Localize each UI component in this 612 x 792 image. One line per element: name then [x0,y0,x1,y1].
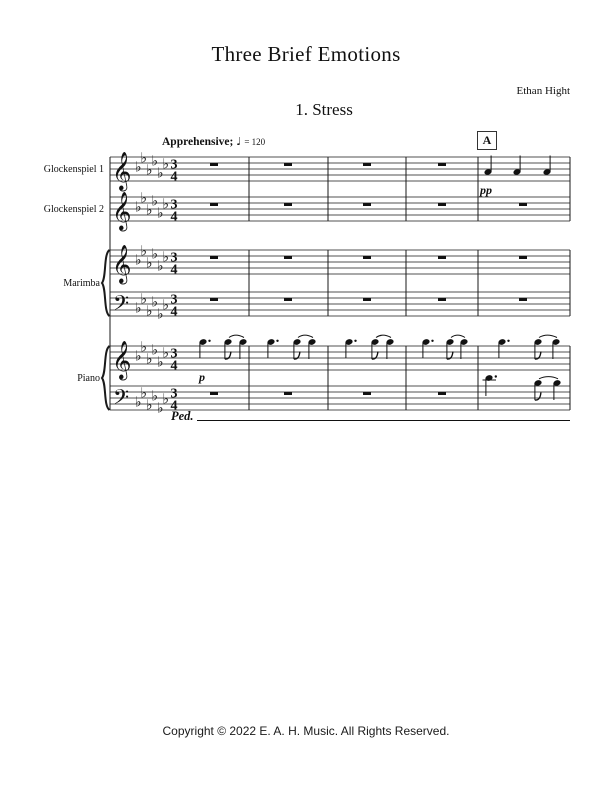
whole-rest [284,298,292,301]
flat-icon: ♭ [151,193,159,210]
time-signature-numerator: 3 [170,250,178,266]
note-stems [499,343,553,360]
whole-rest [284,203,292,206]
time-signature-denominator: 4 [170,398,178,414]
flat-icon: ♭ [162,196,170,213]
whole-rest [284,163,292,166]
flat-icon: ♭ [157,354,164,371]
augmentation-dot [431,340,433,342]
flat-icon: ♭ [162,156,170,173]
eighth-flag [535,393,541,401]
time-signature-numerator: 3 [170,386,178,402]
key-signature-marimba-upper [135,244,169,275]
time-signatures [171,158,178,414]
whole-rest [363,256,371,259]
instrument-label-glockenspiel-2: Glockenspiel 2 [43,204,104,215]
flat-icon: ♭ [146,303,153,320]
whole-rest [210,392,218,395]
note-stems [423,343,461,360]
time-signature-numerator: 3 [170,157,178,173]
instrument-labels [44,164,104,384]
tie [451,335,465,337]
whole-rest [438,392,446,395]
key-signature-marimba-lower [135,292,169,323]
time-signature-denominator: 4 [170,262,178,278]
whole-rest [363,203,371,206]
marimba-brace [102,250,110,316]
copyright-notice: Copyright © 2022 E. A. H. Music. All Rights Reserved. [162,724,450,738]
time-signature-denominator: 4 [170,169,178,185]
whole-rest [210,298,218,301]
time-signature-numerator: 3 [170,346,178,362]
flat-icon: ♭ [151,246,159,263]
flat-icon: ♭ [135,159,142,176]
flat-icon: ♭ [157,400,164,417]
clefs [112,151,132,414]
quarter-note-icon: ♩ [236,135,242,148]
glockenspiel-1-staff [110,157,570,181]
time-signature-denominator: 4 [170,358,178,374]
treble-clef-icon: 𝄞 [112,151,132,190]
rehearsal-mark-letter: A [482,133,492,147]
glockenspiel-1-measure-5-notes [484,156,552,176]
augmentation-dot [354,340,356,342]
whole-rest [363,163,371,166]
whole-rest [519,256,527,259]
whole-rest [438,163,446,166]
metronome-value: = 120 [244,137,266,147]
augmentation-dot [495,375,497,377]
whole-rest [438,298,446,301]
piano-brace [102,346,110,410]
instrument-label-piano: Piano [77,373,100,384]
tie [539,377,558,379]
grand-staff-braces [102,250,110,410]
whole-rest [363,298,371,301]
piano-upper-measure-1-notes [199,335,248,359]
time-signature-denominator: 4 [170,304,178,320]
flat-icon: ♭ [162,345,170,362]
whole-rest [519,298,527,301]
flat-icon: ♭ [140,243,148,260]
note-stems [268,343,309,360]
whole-rest [363,392,371,395]
whole-rest [284,392,292,395]
whole-rest [519,203,527,206]
flat-icon: ♭ [146,255,153,272]
time-signature-numerator: 3 [170,292,178,308]
note-stems [200,343,240,360]
flat-icon: ♭ [146,202,153,219]
flat-icon: ♭ [140,150,148,167]
piano-lower-measure-5-notes [483,374,562,400]
marimba-upper-staff [110,250,570,274]
flat-icon: ♭ [135,348,142,365]
augmentation-dot [208,340,210,342]
note-stems [346,343,387,360]
piano-upper-measure-3-notes [345,335,395,359]
flat-icon: ♭ [135,394,142,411]
key-signature-piano-upper [135,340,169,371]
flat-icon: ♭ [140,291,148,308]
bass-clef-icon: 𝄢 [113,385,130,414]
flat-icon: ♭ [140,190,148,207]
piano-upper-staff [110,346,570,370]
flat-icon: ♭ [135,300,142,317]
augmentation-dot [507,340,509,342]
piano-upper-notes [199,335,561,359]
key-signatures [135,151,169,417]
dynamic-pp: pp [480,183,492,197]
treble-clef-icon: 𝄞 [112,340,132,379]
whole-measure-rests [210,163,527,395]
flat-icon: ♭ [151,294,159,311]
key-signature-glockenspiel-1 [135,151,169,182]
flat-icon: ♭ [151,388,159,405]
flat-icon: ♭ [162,391,170,408]
augmentation-dot [276,340,278,342]
flat-icon: ♭ [151,153,159,170]
piano-lower-staff [110,386,570,410]
composer-credit: Ethan Hight [516,85,570,97]
treble-clef-icon: 𝄞 [112,244,132,283]
flat-icon: ♭ [140,385,148,402]
piece-title: Three Brief Emotions [211,42,401,66]
flat-icon: ♭ [146,397,153,414]
tempo-mood-text: Apprehensive; [162,136,234,148]
key-signature-piano-lower [135,386,169,417]
dynamic-p: p [199,370,205,384]
glockenspiel-2-staff [110,197,570,221]
instrument-label-glockenspiel-1: Glockenspiel 1 [43,164,104,175]
instrument-label-marimba: Marimba [63,278,100,289]
piano-upper-measure-5-notes [498,335,561,359]
flat-icon: ♭ [140,339,148,356]
piano-upper-measure-2-notes [267,335,317,359]
flat-icon: ♭ [146,351,153,368]
whole-rest [438,256,446,259]
whole-rest [210,256,218,259]
movement-title: 1. Stress [295,100,353,119]
tie [376,335,391,337]
flat-icon: ♭ [146,162,153,179]
whole-rest [210,203,218,206]
whole-rest [438,203,446,206]
flat-icon: ♭ [157,258,164,275]
flat-icon: ♭ [162,297,170,314]
flat-icon: ♭ [135,199,142,216]
treble-clef-icon: 𝄞 [112,191,132,230]
note-stems [486,379,554,401]
tie [229,335,244,337]
flat-icon: ♭ [157,165,164,182]
piano-upper-measure-4-notes [422,335,469,359]
flat-icon: ♭ [151,342,159,359]
whole-rest [210,163,218,166]
pedal-mark: Ped. [171,409,194,423]
time-signature-denominator: 4 [170,209,178,225]
staff-lines [110,157,570,410]
whole-rest [284,256,292,259]
tie [298,335,313,337]
flat-icon: ♭ [162,249,170,266]
time-signature-numerator: 3 [170,197,178,213]
flat-icon: ♭ [157,306,164,323]
flat-icon: ♭ [135,252,142,269]
bass-clef-icon: 𝄢 [113,291,130,320]
flat-icon: ♭ [157,205,164,222]
key-signature-glockenspiel-2 [135,191,169,222]
tie [539,335,557,337]
barlines [110,157,570,410]
marimba-lower-staff [110,292,570,316]
